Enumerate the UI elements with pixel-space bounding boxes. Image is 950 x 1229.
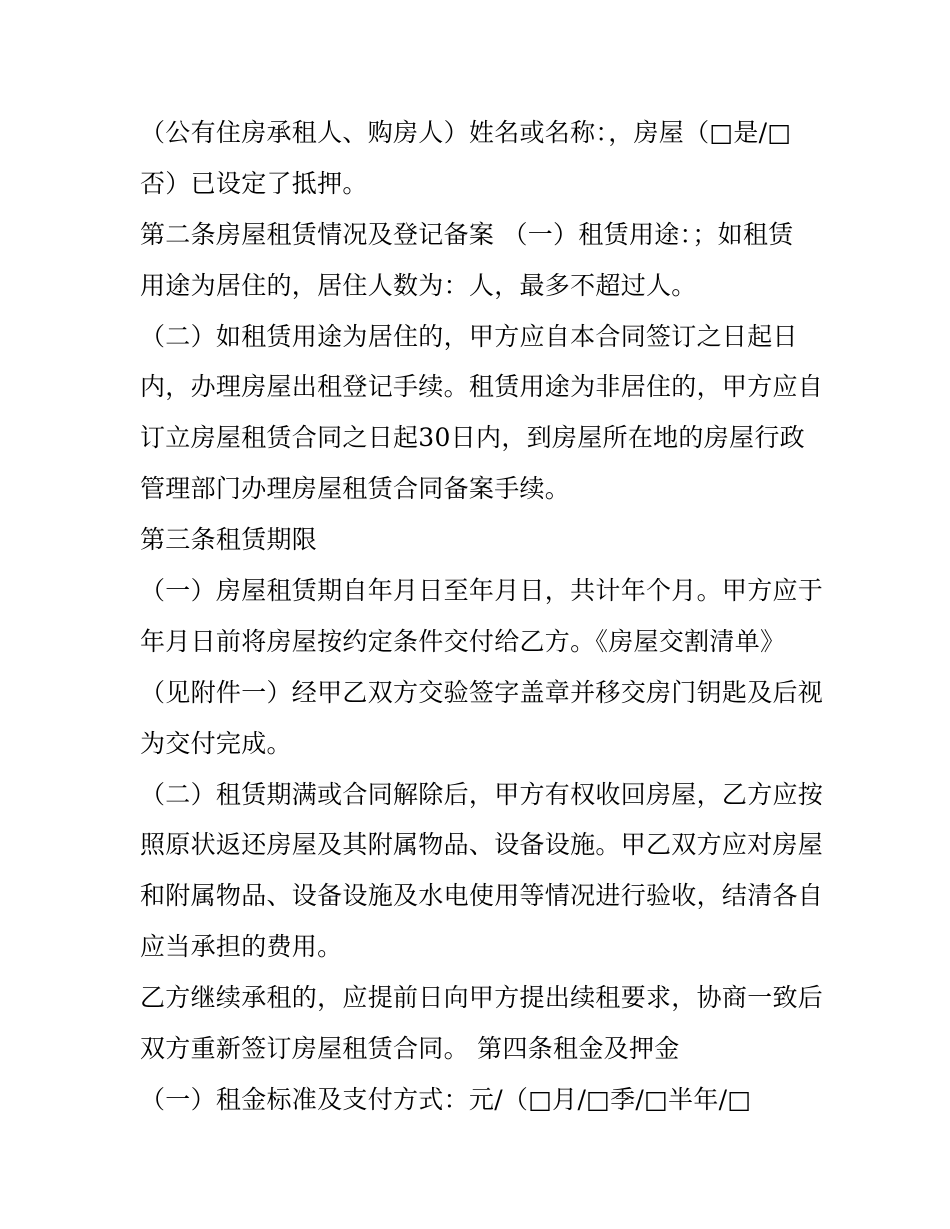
text-line: 管理部门办理房屋租赁合同备案手续。 [140,474,571,504]
text-line: （二）租赁期满或合同解除后，甲方有权收回房屋，乙方应按 [140,779,824,809]
text-line: 用途为居住的，居住人数为：人，最多不超过人。 [140,270,697,300]
text-line: 和附属物品、设备设施及水电使用等情况进行验收，结清各自 [140,881,824,911]
section-heading-line: 双方重新签订房屋租赁合同。 第四条租金及押金 [140,1034,680,1064]
text-line: 为交付完成。 [140,728,292,758]
section-heading-line: 第二条房屋租赁情况及登记备案 （一）租赁用途：；如租赁 [140,219,794,249]
text-line: （见附件一）经甲乙双方交验签字盖章并移交房门钥匙及后视 [140,677,824,707]
text-line: 应当承担的费用。 [140,932,343,962]
text-line: 照原状返还房屋及其附属物品、设备设施。甲乙双方应对房屋 [140,830,824,860]
text-line: 内，办理房屋出租登记手续。租赁用途为非居住的，甲方应自 [140,372,824,402]
text-line: 订立房屋租赁合同之日起30日内，到房屋所在地的房屋行政 [140,423,805,453]
text-line: 否）已设定了抵押。 [140,168,368,198]
section-heading: 第三条租赁期限 [140,525,318,555]
text-line: （一）房屋租赁期自年月日至年月日，共计年个月。甲方应于 [140,576,824,606]
text-line: （公有住房承租人、购房人）姓名或名称：，房屋（□是/□ [140,118,792,147]
text-line: （二）如租赁用途为居住的，甲方应自本合同签订之日起日 [140,321,798,351]
text-line: （一）租金标准及支付方式：元/（□月/□季/□半年/□ [140,1084,752,1114]
text-line: 乙方继续承租的，应提前日向甲方提出续租要求，协商一致后 [140,983,824,1013]
text-line: 年月日前将房屋按约定条件交付给乙方。《房屋交割清单》 [140,626,786,656]
contract-text [140,108,824,1126]
